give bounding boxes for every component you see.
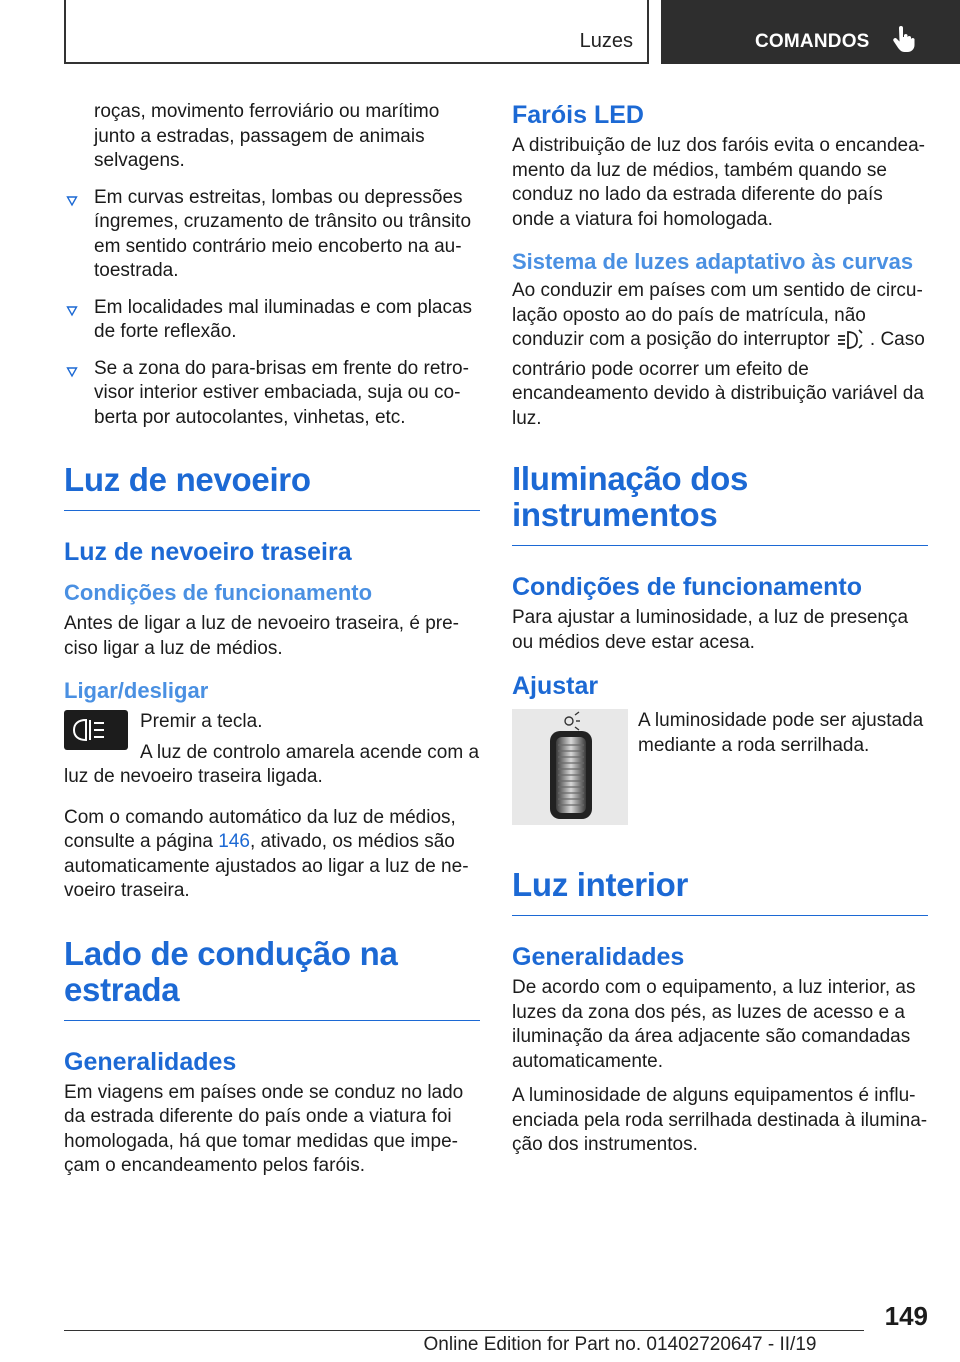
bullet-continuation-text: roças, movimento ferroviário ou marítimo junto a estradas, passagem de animais selvagens. bbox=[94, 101, 440, 171]
list-item-text: Se a zona do para-brisas em frente do retrovisor interior estiver embaciada, suja ou coberta por autocolantes, vinhetas, etc. bbox=[94, 357, 469, 428]
heading-rear-fog-light: Luz de nevoeiro traseira bbox=[64, 538, 352, 566]
interior-general-text2: A luminosidade de alguns equipamentos é influenciada pela roda serrilhada destinada à iluminação dos instrumentos. bbox=[512, 1085, 928, 1155]
fog-switch-text1: Premir a tecla. bbox=[140, 711, 263, 732]
page-number: 149 bbox=[884, 1301, 928, 1331]
adjust-figure-row bbox=[512, 709, 928, 825]
fog-switch-text2-content: A luz de controlo amarela acende com a luz de nevoeiro traseira ligada. bbox=[64, 741, 480, 787]
adaptive-light-text-a: Ao conduzir em países com um sentido de circulação oposto ao do país de matrícula, não conduzir com a posição do interruptor bbox=[512, 280, 923, 350]
led-headlights-text: A distribuição de luz dos faróis evita o encandeamento da luz de médios, também quando se conduz no lado da estrada diferente do país onde a viatura foi homologada. bbox=[512, 135, 925, 230]
header-chapter-title: COMANDOS bbox=[755, 31, 870, 52]
heading-led-headlights: Faróis LED bbox=[512, 101, 644, 129]
fog-conditions-text: Antes de ligar a luz de nevoeiro traseira, é preciso ligar a luz de médios. bbox=[64, 613, 459, 659]
heading-interior-light: Luz interior bbox=[512, 867, 928, 916]
list-item bbox=[64, 186, 480, 284]
driving-side-general-text: Em viagens em países onde se conduz no lado da estrada diferente do país onde a viatura foi homologada, há que tomar medidas que impeçam o encandeamento pelos faróis. bbox=[64, 1081, 464, 1176]
heading-fog-switch: Ligar/desligar bbox=[64, 678, 209, 703]
footer-edition: Online Edition for Part no. 01402720647 - II/19 bbox=[423, 1334, 817, 1355]
right-column bbox=[512, 100, 928, 1158]
footer-divider bbox=[64, 1330, 864, 1331]
list-item bbox=[64, 296, 480, 345]
fog-auto-text-b: , ativado, os médios são automaticamente ajustados ao ligar a luz de nevoeiro traseira. bbox=[64, 831, 469, 901]
thumbwheel-icon bbox=[512, 709, 628, 825]
left-column bbox=[64, 100, 480, 1179]
bullet-triangle-icon bbox=[66, 300, 78, 325]
heading-driving-side: Lado de condução na estrada bbox=[64, 936, 480, 1021]
page-reference-link[interactable]: 146 bbox=[218, 831, 250, 852]
fog-switch-figure-row bbox=[64, 710, 480, 790]
header-chapter-box bbox=[661, 0, 960, 64]
bullet-triangle-icon bbox=[66, 361, 78, 386]
fog-auto-text bbox=[64, 806, 480, 904]
heading-adjust: Ajustar bbox=[512, 672, 599, 700]
bullet-continuation bbox=[64, 100, 480, 174]
heading-instrument-conditions: Condições de funcionamento bbox=[512, 573, 863, 601]
hand-pointer-icon bbox=[893, 26, 915, 57]
adjust-text: A luminosidade pode ser ajustada mediante a roda serrilhada. bbox=[638, 710, 924, 756]
heading-interior-general: Generalidades bbox=[512, 943, 685, 971]
list-item-text: Em curvas estreitas, lombas ou depressões íngremes, cruzamento de trânsito ou trânsito em sentido contrário meio encoberto na autoestrada. bbox=[94, 186, 472, 281]
adaptive-light-text-b: . Caso contrário pode ocorrer um efeito de encandeamento devido à distribuição variável da luz. bbox=[512, 329, 925, 429]
adaptive-light-text bbox=[512, 279, 928, 431]
heading-fog-conditions: Condições de funcionamento bbox=[64, 580, 373, 605]
list-item bbox=[64, 357, 480, 431]
heading-driving-side-general: Generalidades bbox=[64, 1047, 237, 1076]
bullet-triangle-icon bbox=[66, 190, 78, 215]
header-section-title: Luzes bbox=[579, 30, 633, 52]
instrument-conditions-text: Para ajustar a luminosidade, a luz de presença ou médios deve estar acesa. bbox=[512, 607, 909, 653]
header-section-box bbox=[64, 0, 649, 64]
rear-fog-light-button-icon bbox=[64, 710, 128, 750]
list-item-text: Em localidades mal iluminadas e com placas de forte reflexão. bbox=[94, 296, 473, 342]
interior-general-text1: De acordo com o equipamento, a luz interior, as luzes da zona dos pés, as luzes de acesso e a iluminação da área adjacente são comandadas automaticamente. bbox=[512, 977, 916, 1072]
auto-headlight-switch-icon bbox=[836, 328, 864, 358]
fog-auto-text-a: Com o comando automático da luz de médios, consulte a página bbox=[64, 806, 456, 852]
heading-fog-light: Luz de nevoeiro bbox=[64, 462, 480, 511]
heading-instrument-lighting: Iluminação dos instrumentos bbox=[512, 461, 928, 546]
heading-adaptive-light: Sistema de luzes adaptativo às curvas bbox=[512, 249, 914, 274]
